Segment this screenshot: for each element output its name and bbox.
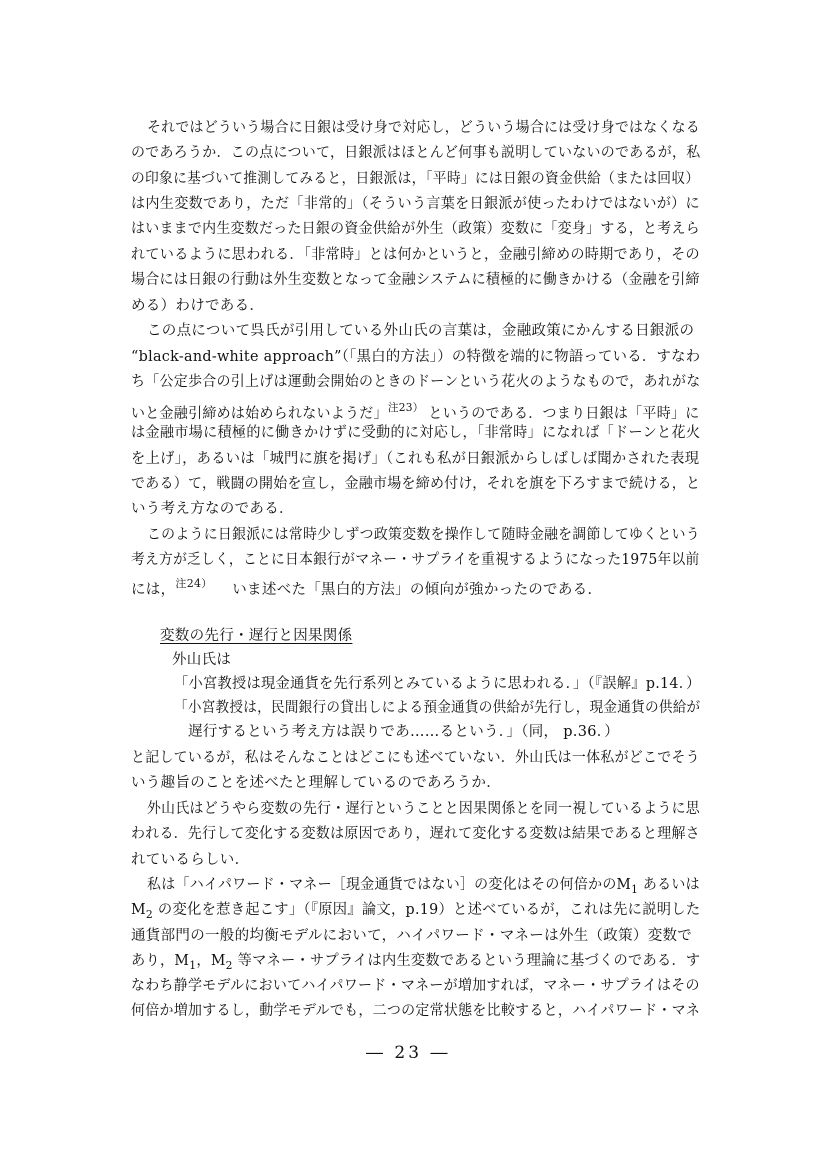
text-line: いう考え方なのである． (131, 501, 294, 517)
text-line: はいままで内生変数だった日銀の資金供給が外生（政策）変数に「変身」する，と考えら (131, 221, 700, 237)
subscript: 1 (189, 959, 197, 972)
footnote-ref-24: 注24） (175, 577, 213, 590)
text-line: “black-and-white approach”（「黒白的方法」）の特徴を端的に物語っている．すなわ (131, 349, 701, 365)
text-line (131, 952, 700, 975)
text-line: れているように思われる．「非常時」とは何かというと，金融引締めの時期であり，その (131, 247, 700, 263)
text-line: と記しているが，私はそんなことはどこにも述べていない．外山氏は一体私がどこでそう (131, 750, 700, 766)
text-line: める）わけである． (131, 298, 265, 314)
text-line: れているらしい． (131, 852, 250, 868)
text-line: いう趣旨のことを述べたと理解しているのであろうか． (131, 775, 501, 791)
subscript: 2 (145, 908, 154, 921)
text-segment: M (131, 902, 146, 918)
subscript: 2 (225, 959, 233, 972)
text-line: 通貨部門の一般的均衡モデルにおいて，ハイパワード・マネーは外生（政策）変数で (131, 928, 693, 944)
text-segment: 私は「ハイパワード・マネー［現金通貨ではない］の変化はその何倍かのM (147, 877, 632, 893)
text-line: このように日銀派には常時少しずつ政策変数を操作して随時金融を調節してゆくという (147, 527, 700, 543)
text-line: 場合には日銀の行動は外生変数となって金融システムに積極的に働きかける（金融を引締 (131, 272, 700, 288)
text-line: われる．先行して変化する変数は原因であり，遅れて変化する変数は結果であると理解さ (131, 826, 700, 842)
text-line: 外山氏はどうやら変数の先行・遅行ということと因果関係とを同一視しているように思 (147, 801, 700, 817)
text-segment: いと金融引締めは始められないようだ」 (131, 406, 388, 422)
text-line (131, 399, 700, 423)
subscript: 1 (631, 883, 639, 896)
text-line: この点について呉氏が引用している外山氏の言葉は，金融政策にかんする日銀派の (147, 323, 695, 339)
text-line: それではどういう場合に日銀は受け身で対応し，どういう場合には受け身ではなくなる (147, 120, 700, 136)
text-segment: の変化を惹き起こす」（『原因』論文，p.19）と述べているが，これは先に説明した (157, 902, 701, 918)
text-segment: いま述べた「黒白的方法」の傾向が強かったのである． (232, 582, 603, 598)
text-line: 考え方が乏しく，ことに日本銀行がマネー・サプライを重視するようになった1975年以前 (131, 552, 700, 568)
text-line: である）て，戦闘の開始を宣し，金融市場を締め付け，それを旗を下ろすまで続ける，と (131, 476, 701, 492)
text-line: は内生変数であり，ただ「非常的」（そういう言葉を日銀派が使ったわけではないが）に (131, 196, 700, 212)
page-number: ― 23 ― (366, 1043, 451, 1063)
text-segment: あり，M (131, 953, 190, 969)
quote-line: 遅行するという考え方は誤りであ……るという．」（同， p.36．） (188, 724, 620, 740)
text-segment: には， (131, 582, 176, 598)
text-segment: ，M (196, 953, 226, 969)
text-segment: 等マネー・サプライは内生変数であるという理論に基づくのである．す (237, 953, 701, 969)
text-line: を上げ」，あるいは「城門に旗を掲げ」（これも私が日銀派からしばしば聞かされた表現 (131, 451, 700, 467)
text-segment: というのである．つまり日銀は「平時」に (428, 406, 700, 422)
text-line (147, 876, 700, 899)
text-line: の印象に基づいて推測してみると，日銀派は，「平時」には日銀の資金供給（または回収） (131, 171, 700, 187)
section-heading: 変数の先行・遅行と因果関係 (160, 628, 353, 644)
text-segment: あるいは (642, 877, 700, 893)
text-line (131, 575, 602, 599)
quote-line: 「小宮教授は，民間銀行の貸出しによる預金通貨の供給が先行し，現金通貨の供給が (174, 700, 701, 716)
footnote-ref-23: 注23） (387, 401, 424, 414)
quote-line: 「小宮教授は現金通貨を先行系列とみているように思われる．」（『誤解』p.14．） (174, 676, 701, 692)
text-line: のであろうか．この点について，日銀派はほとんど何事も説明していないのであるが，私 (131, 145, 701, 161)
text-line (131, 901, 700, 924)
text-line: 外山氏は (172, 652, 232, 668)
text-line: ち「公定歩合の引上げは運動会開始のときのドーンという花火のようなもので，あれがな (131, 374, 701, 390)
text-line: なわち静学モデルにおいてハイパワード・マネーが増加すれば，マネー・サプライはその (131, 978, 700, 994)
text-line: 何倍か増加するし，動学モデルでも，二つの定常状態を比較すると，ハイパワード・マネ (131, 1003, 701, 1019)
text-line: は金融市場に積極的に働きかけずに受動的に対応し，「非常時」になれば「ドーンと花火 (131, 425, 701, 441)
